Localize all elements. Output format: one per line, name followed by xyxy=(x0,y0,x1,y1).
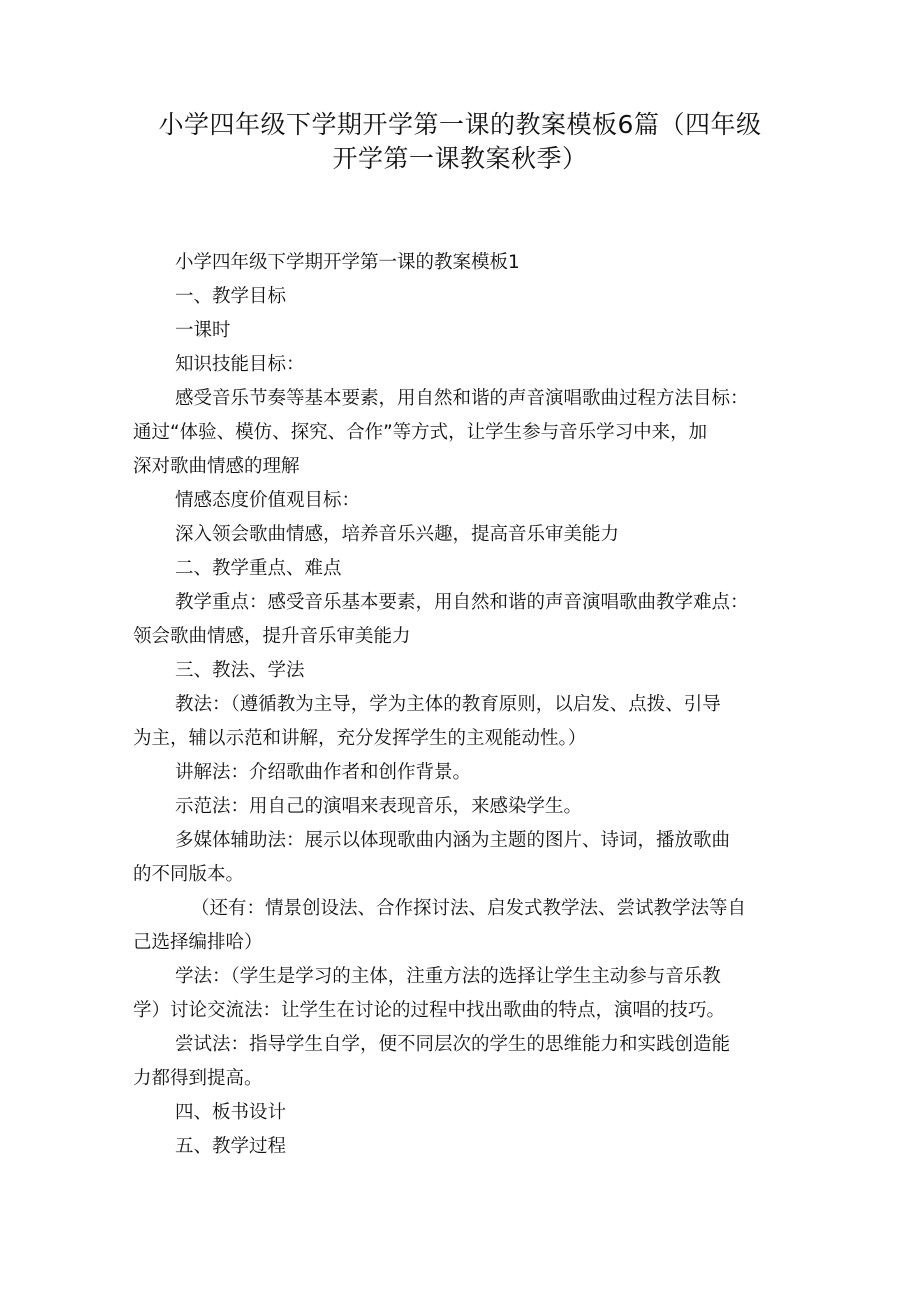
paragraph-line: 示范法：用自己的演唱来表现音乐，来感染学生。 xyxy=(175,796,583,817)
paragraph-line: 领会歌曲情感，提升音乐审美能力 xyxy=(133,626,411,647)
title-line-2: 开学第一课教案秋季） xyxy=(332,144,588,173)
paragraph-line: 学）讨论交流法：让学生在讨论的过程中找出歌曲的特点，演唱的技巧。 xyxy=(133,1000,726,1021)
paragraph-line: 的不同版本。 xyxy=(133,864,245,885)
paragraph-line: 为主，辅以示范和讲解，充分发挥学生的主观能动性。） xyxy=(133,728,587,749)
paragraph-line: 深对歌曲情感的理解 xyxy=(133,456,300,477)
document-title xyxy=(120,108,800,176)
paragraph-line: 教法：（遵循教为主导，学为主体的教育原则，以启发、点拨、引导 xyxy=(175,694,721,715)
paragraph-line: 教学重点：感受音乐基本要素，用自然和谐的声音演唱歌曲教学难点： xyxy=(175,592,749,613)
section-heading: 二、教学重点、难点 xyxy=(175,558,342,579)
section-heading: 四、板书设计 xyxy=(175,1102,287,1123)
paragraph-line: 尝试法：指导学生自学，便不同层次的学生的思维能力和实践创造能 xyxy=(175,1034,731,1055)
section-heading: 一、教学目标 xyxy=(175,286,287,307)
paragraph-line: 讲解法：介绍歌曲作者和创作背景。 xyxy=(175,762,472,783)
paragraph-line: 学法：（学生是学习的主体，注重方法的选择让学生主动参与音乐教 xyxy=(175,966,721,987)
paragraph-line: 己选择编排哈） xyxy=(133,932,263,953)
section-heading: 三、教法、学法 xyxy=(175,660,305,681)
paragraph-line: 通过“体验、模仿、探究、合作”等方式，让学生参与音乐学习中来，加 xyxy=(133,422,708,443)
title-line-1: 小学四年级下学期开学第一课的教案模板6篇（四年级 xyxy=(158,110,762,139)
paragraph-line: 情感态度价值观目标： xyxy=(175,490,361,511)
paragraph-line: 小学四年级下学期开学第一课的教案模板1 xyxy=(175,252,520,273)
paragraph-line: 知识技能目标： xyxy=(175,354,305,375)
paragraph-line: 深入领会歌曲情感，培养音乐兴趣，提高音乐审美能力 xyxy=(175,524,620,545)
paragraph-line: 一课时 xyxy=(175,320,231,341)
paragraph-line: 多媒体辅助法：展示以体现歌曲内涵为主题的图片、诗词，播放歌曲 xyxy=(175,830,731,851)
section-heading: 五、教学过程 xyxy=(175,1136,287,1157)
paragraph-line: 力都得到提高。 xyxy=(133,1068,263,1089)
paragraph-line: （还有：情景创设法、合作探讨法、启发式教学法、尝试教学法等自 xyxy=(191,898,747,919)
paragraph-line: 感受音乐节奏等基本要素，用自然和谐的声音演唱歌曲过程方法目标： xyxy=(175,388,749,409)
